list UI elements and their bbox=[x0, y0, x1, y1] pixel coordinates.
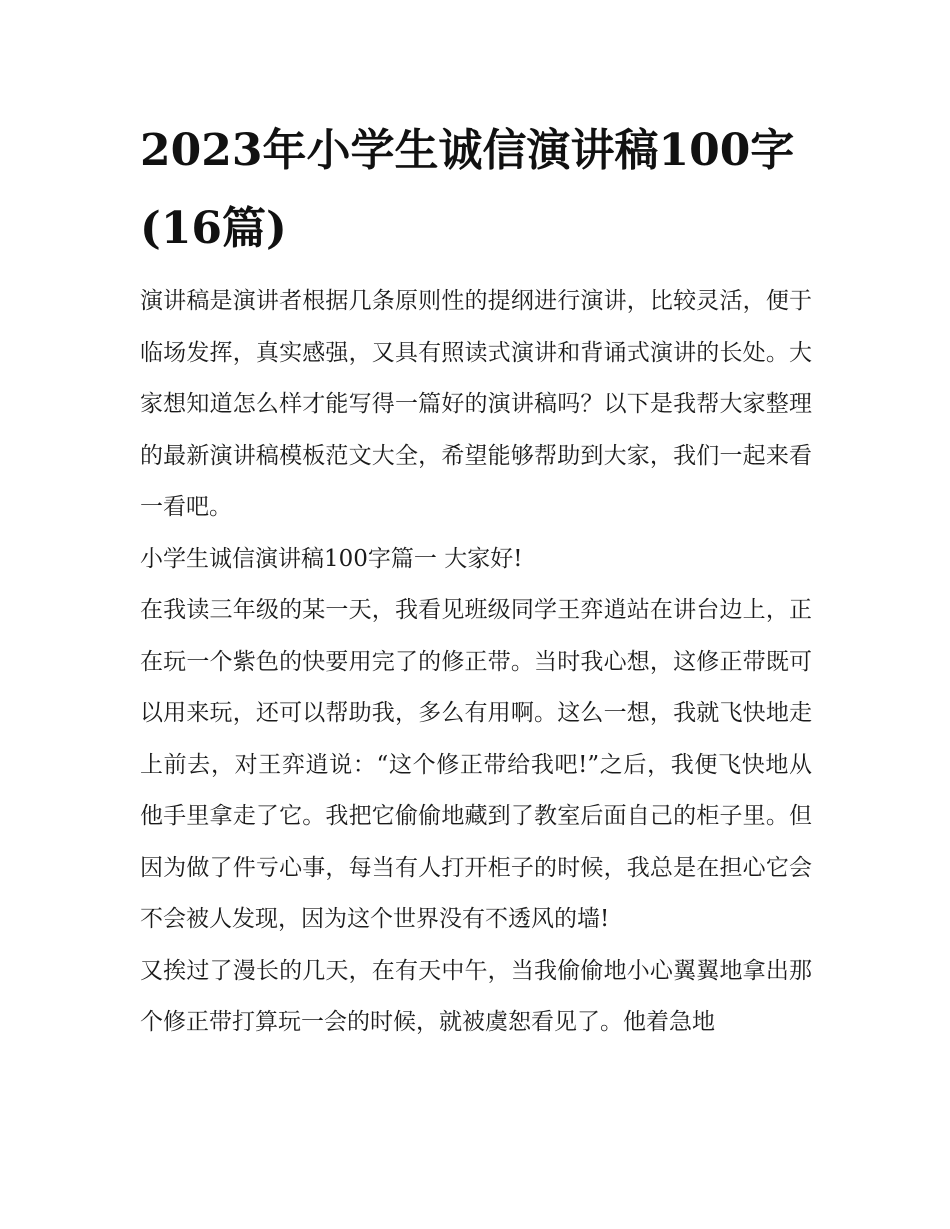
document-title: 2023年小学生诚信演讲稿100字(16篇) bbox=[140, 125, 795, 254]
intro-paragraph: 演讲稿是演讲者根据几条原则性的提纲进行演讲，比较灵活，便于临场发挥，真实感强，又具有照读式演讲和背诵式演讲的长处。大家想知道怎么样才能写得一篇好的演讲稿吗？以下是我帮大家整理的最新演讲稿模板范文大全，希望能够帮助到大家，我们一起来看一看吧。 bbox=[140, 288, 812, 520]
body-paragraph: 在我读三年级的某一天，我看见班级同学王弈逍站在讲台边上，正在玩一个紫色的快要用完了的修正带。当时我心想，这修正带既可以用来玩，还可以帮助我，多么有用啊。这么一想，我就飞快地走上前去，对王弈逍说：“这个修正带给我吧!”之后，我便飞快地从他手里拿走了它。我把它偷偷地藏到了教室后面自己的柜子里。但因为做了件亏心事，每当有人打开柜子的时候，我总是在担心它会不会被人发现，因为这个世界没有不透风的墙! bbox=[140, 597, 812, 932]
body-paragraph: 又挨过了漫长的几天，在有天中午，当我偷偷地小心翼翼地拿出那个修正带打算玩一会的时候，就被虞恕看见了。他着急地 bbox=[140, 957, 812, 1035]
document-content bbox=[140, 112, 812, 1049]
section-heading-paragraph: 小学生诚信演讲稿100字篇一 大家好! bbox=[140, 545, 523, 572]
